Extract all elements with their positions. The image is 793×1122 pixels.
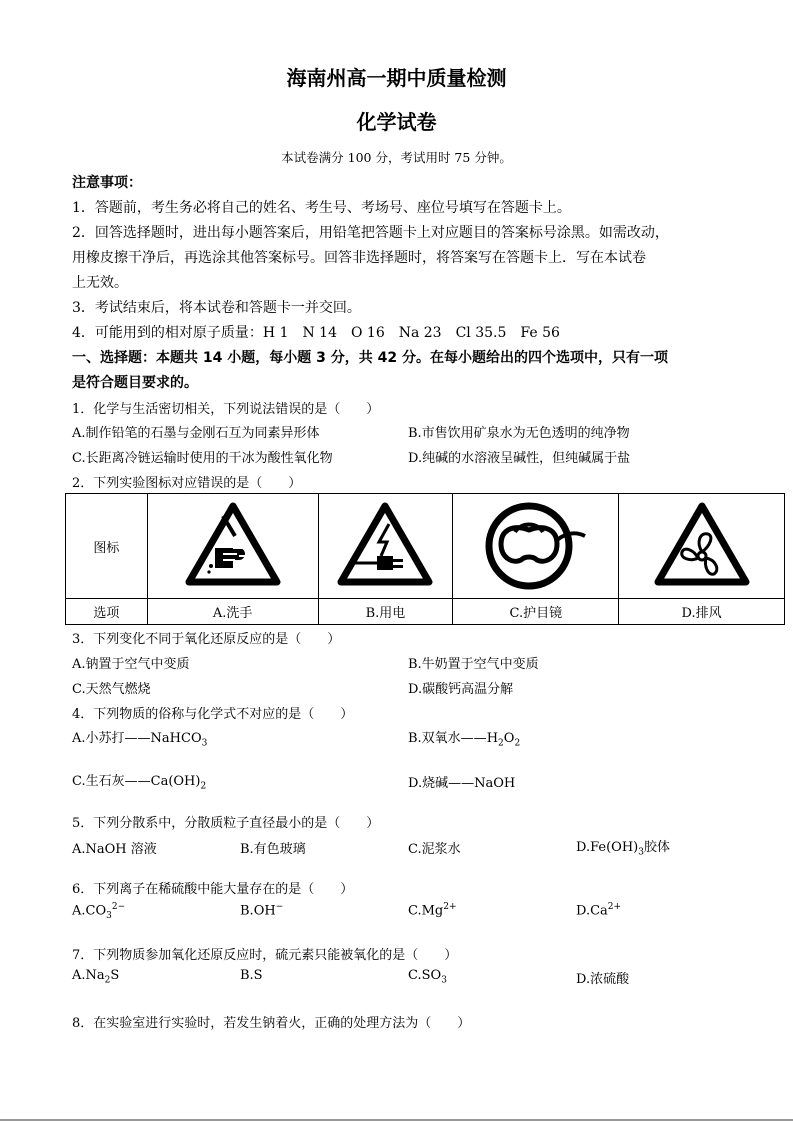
- q7-option-d: D.浓硫酸: [576, 972, 630, 987]
- notice-item-2-line-2: 用橡皮擦干净后，再选涂其他答案标号。回答非选择题时，将答案写在答题卡上．写在本试卷: [72, 250, 646, 266]
- q1-stem: 1．化学与生活密切相关，下列说法错误的是（ ）: [72, 402, 380, 417]
- q5-option-d-tail: 胶体: [643, 840, 670, 855]
- q6-option-a-formula: CO: [85, 903, 107, 919]
- q4-option-b-formula-h: H: [486, 731, 499, 746]
- q7-option-a: [72, 968, 119, 986]
- notice-item-2-line-3: 上无效。: [72, 275, 128, 291]
- q2-icon-table: [65, 493, 785, 625]
- q6-option-b-text: B.: [240, 903, 254, 919]
- q4-option-b-text: B.双氧水——: [408, 731, 487, 746]
- q2-option-c: C.护目镜: [453, 599, 619, 625]
- q6-option-b-formula: OH: [253, 903, 276, 919]
- q6-option-a-superscript: 2−: [111, 902, 126, 912]
- q4-option-c-text: C.生石灰——: [72, 774, 151, 789]
- q4-option-c-formula: Ca(OH): [150, 774, 201, 789]
- q7-option-a-formula: Na: [85, 968, 105, 983]
- q6-option-c-formula: Mg: [421, 903, 444, 919]
- page-bottom-divider: [0, 1119, 793, 1121]
- q2-option-b: B.用电: [318, 599, 453, 625]
- fan-icon: [654, 502, 750, 586]
- q4-stem: 4．下列物质的俗称与化学式不对应的是（ ）: [72, 707, 354, 722]
- q7-option-c-formula: SO: [421, 968, 442, 983]
- q6-option-b: [240, 902, 283, 918]
- q3-stem: 3．下列变化不同于氧化还原反应的是（ ）: [72, 632, 341, 647]
- exam-subject: 化学试卷: [356, 110, 437, 134]
- q2-option-a: A.洗手: [147, 599, 318, 625]
- q5-option-b: B.有色玻璃: [240, 842, 306, 857]
- q2-row-label-option: 选项: [66, 599, 148, 625]
- q6-option-d: [576, 902, 621, 918]
- q4-option-a-formula: NaHCO: [150, 731, 202, 746]
- q4-option-b: [408, 727, 520, 749]
- q8-stem: 8．在实验室进行实验时，若发生钠着火，正确的处理方法为（ ）: [72, 1016, 471, 1031]
- section-1-heading-line-1: 一、选择题：本题共 14 小题，每小题 3 分，共 42 分。在每小题给出的四个选项中，只有一项: [72, 350, 668, 366]
- exam-info: 本试卷满分 100 分，考试用时 75 分钟。: [281, 150, 512, 165]
- q6-option-a-text: A.: [72, 903, 86, 919]
- notice-item-1: 1．答题前，考生务必将自己的姓名、考生号、考场号、座位号填写在答题卡上。: [72, 200, 571, 216]
- q4-option-b-subscript-1: 2: [498, 738, 504, 749]
- q5-option-d-formula: Fe(OH): [590, 840, 639, 855]
- q2-row-label-icon: 图标: [66, 494, 148, 599]
- electric-plug-icon: [337, 502, 433, 586]
- q6-option-c: [408, 902, 457, 918]
- q2-stem: 2．下列实验图标对应错误的是（ ）: [72, 476, 302, 491]
- q1-option-b: B.市售饮用矿泉水为无色透明的纯净物: [408, 426, 630, 441]
- q6-option-c-text: C.: [408, 903, 422, 919]
- q7-option-c: [408, 968, 447, 986]
- q6-option-c-superscript: 2+: [443, 902, 457, 912]
- q7-stem: 7．下列物质参加氧化还原反应时，硫元素只能被氧化的是（ ）: [72, 948, 458, 963]
- q7-option-a-tail: S: [110, 968, 120, 983]
- q6-option-d-formula: Ca: [590, 903, 608, 919]
- q4-option-c-subscript: 2: [200, 781, 207, 792]
- q4-option-b-subscript-2: 2: [514, 738, 521, 749]
- q3-option-c: C.天然气燃烧: [72, 682, 151, 697]
- q6-stem: 6．下列离子在稀硫酸中能大量存在的是（ ）: [72, 882, 354, 897]
- goggles-icon: [481, 496, 591, 592]
- q7-option-b: B.S: [240, 968, 263, 983]
- q7-option-c-subscript: 3: [441, 975, 447, 986]
- q2-icon-cell-b: [318, 494, 453, 599]
- q5-option-d: [576, 836, 670, 858]
- q4-option-d: D.烧碱——NaOH: [408, 776, 516, 791]
- q2-icon-cell-a: [147, 494, 318, 599]
- q3-option-b: B.牛奶置于空气中变质: [408, 657, 539, 672]
- q7-option-a-subscript: 2: [104, 975, 111, 986]
- q6-option-a: [72, 902, 125, 921]
- notice-heading: 注意事项：: [72, 175, 142, 191]
- q2-icon-cell-c: [453, 494, 619, 599]
- q5-option-d-text: D.: [576, 840, 591, 855]
- exam-title: 海南州高一期中质量检测: [286, 66, 507, 90]
- q3-option-d: D.碳酸钙高温分解: [408, 682, 514, 697]
- q5-option-d-subscript: 3: [638, 847, 644, 858]
- q7-option-c-text: C.: [408, 968, 422, 983]
- q2-icon-cell-d: [619, 494, 785, 599]
- q1-option-d: D.纯碱的水溶液呈碱性，但纯碱属于盐: [408, 451, 631, 466]
- q5-option-a: A.NaOH 溶液: [72, 842, 157, 857]
- q7-option-a-text: A.: [72, 968, 86, 983]
- q5-option-c: C.泥浆水: [408, 842, 461, 857]
- q4-option-c: [72, 770, 206, 792]
- notice-item-2-line-1: 2．回答选择题时，进出每小题答案后，用铅笔把答题卡上对应题目的答案标号涂黑。如需改动，: [72, 225, 669, 241]
- q4-option-a: [72, 727, 207, 749]
- q6-option-a-subscript: 3: [106, 910, 112, 921]
- section-1-heading-line-2: 是符合题目要求的。: [72, 375, 198, 391]
- q6-option-d-superscript: 2+: [607, 902, 622, 912]
- q5-stem: 5．下列分散系中，分散质粒子直径最小的是（ ）: [72, 816, 380, 831]
- notice-item-3: 3．考试结束后，将本试卷和答题卡一并交回。: [72, 300, 361, 316]
- q4-option-b-formula-o: O: [503, 731, 515, 746]
- q4-option-a-subscript: 3: [201, 738, 208, 749]
- q3-option-a: A.钠置于空气中变质: [72, 657, 190, 672]
- hand-wash-icon: [185, 502, 281, 586]
- q6-option-b-superscript: −: [275, 902, 284, 912]
- q6-option-d-text: D.: [576, 903, 591, 919]
- notice-item-4: 4．可能用到的相对原子质量：H 1 N 14 O 16 Na 23 Cl 35.5 Fe 56: [72, 325, 560, 341]
- q1-option-a: A.制作铅笔的石墨与金刚石互为同素异形体: [72, 426, 320, 441]
- q2-option-d: D.排风: [619, 599, 785, 625]
- q1-option-c: C.长距离冷链运输时使用的干冰为酸性氧化物: [72, 451, 333, 466]
- q4-option-a-text: A.小苏打——: [72, 731, 151, 746]
